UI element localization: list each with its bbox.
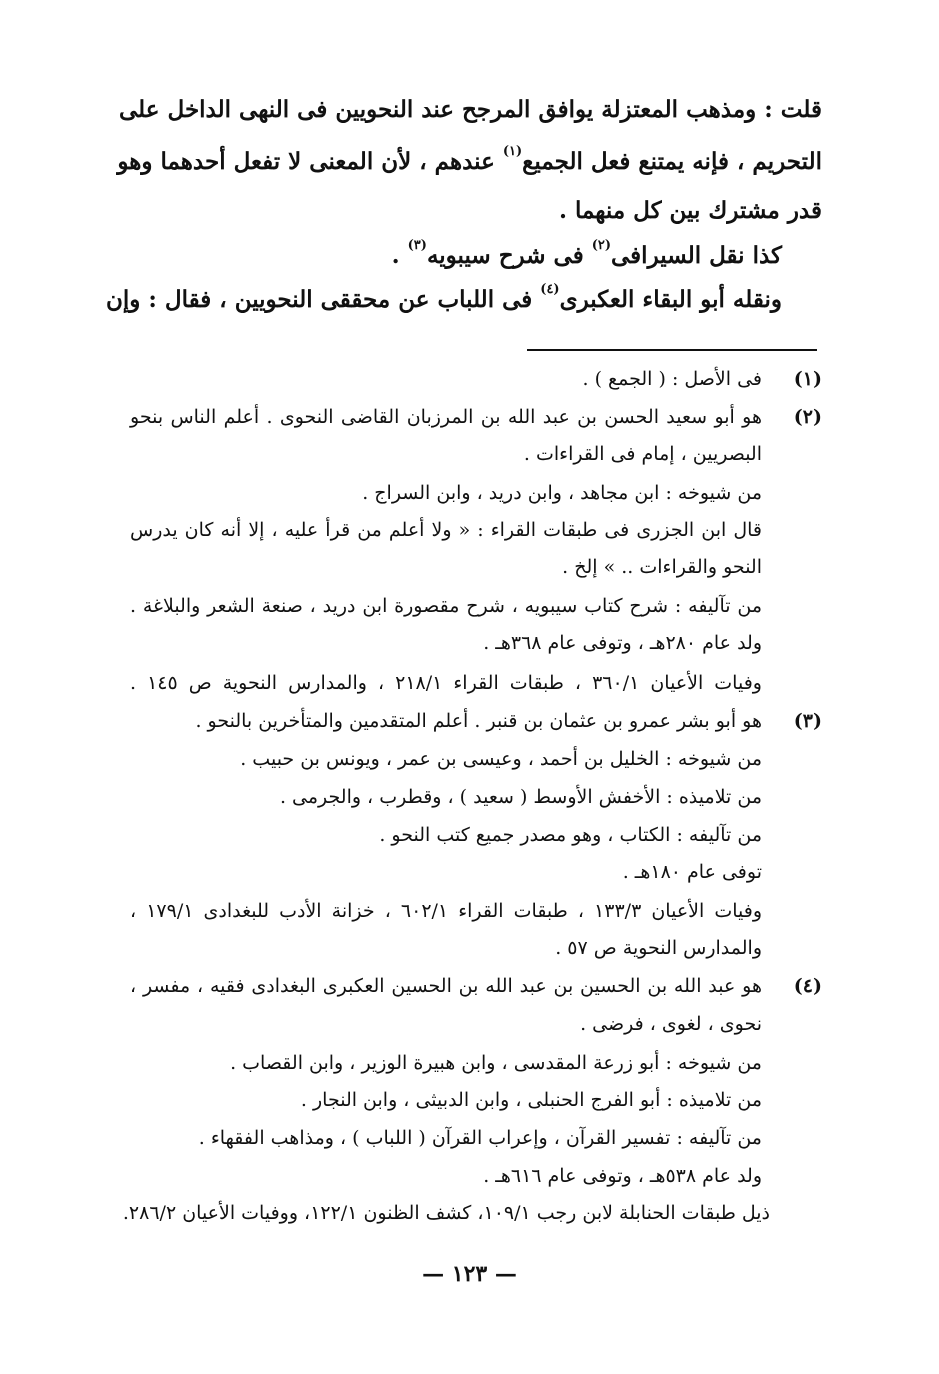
footnote-line: نحوى ، لغوى ، فرضى . [580, 1013, 762, 1035]
body-line-3: قدر مشترك بين كل منهما . [558, 197, 822, 224]
footnote-number: (١) [793, 368, 822, 390]
footnote-line: توفى عام ١٨٠هـ . [622, 861, 762, 883]
footnote-line: ولد عام ٥٣٨هـ ، وتوفى عام ٦١٦هـ . [483, 1165, 762, 1187]
footnote-line: قال ابن الجزرى فى طبقات القراء : « ولا أعلم من قرأ عليه ، إلا أنه كان يدرس [130, 519, 762, 541]
footnote-ref-4[interactable]: (٤) [540, 282, 560, 297]
footnote-line: فى الأصل : ( الجمع ) . [582, 368, 762, 390]
footnote-line: ذيل طبقات الحنابلة لابن رجب ١٠٩/١، كشف الظنون ١٢٢/١، ووفيات الأعيان ٢٨٦/٢. [122, 1202, 770, 1224]
footnote-number: (٤) [793, 975, 822, 997]
footnote-line: البصريين ، إمام فى القراءات . [523, 443, 762, 465]
footnote-line: هو أبو بشر عمرو بن عثمان بن قنبر . أعلم المتقدمين والمتأخرين بالنحو . [195, 710, 762, 732]
footnote-line: هو عبد الله بن الحسين بن عبد الله بن الحسين العكبرى البغدادى فقيه ، مفسر ، [130, 975, 762, 997]
footnote-line: وفيات الأعيان ١٣٣/٣ ، طبقات القراء ٦٠٢/١ ، خزانة الأدب للبغدادى ١٧٩/١ ، [130, 900, 763, 922]
footnote-line: النحو والقراءات .. » إلخ . [562, 556, 762, 578]
footnote-line: هو أبو سعيد الحسن بن عبد الله بن المرزبان القاضى النحوى . أعلم الناس بنحو [130, 406, 762, 428]
body-line-5: ونقله أبو البقاء العكبرى$^{(٤)}$ فى اللباب عن محققى النحويين ، فقال : وإن [106, 282, 782, 313]
footnote-number: (٣) [793, 710, 822, 732]
footnote-number: (٢) [793, 406, 822, 428]
footnote-line: من شيوخه : الخليل بن أحمد ، وعيسى بن عمر ، ويونس بن حبيب . [240, 748, 762, 770]
footnote-ref-1[interactable]: (١) [502, 144, 523, 159]
footnote-line: من تلاميذه : الأخفش الأوسط ( سعيد ) ، وقطرب ، والجرمى . [279, 786, 762, 808]
page-number: — ١٢٣ — [422, 1261, 517, 1287]
footnote-separator [527, 349, 817, 351]
footnote-ref-2[interactable]: (٢) [591, 238, 612, 253]
body-line-2: التحريم ، فإنه يمتنع فعل الجميع$^{(١)}$ عندهم ، لأن المعنى لا تفعل أحدهما وهو [117, 144, 822, 175]
body-line-1: قلت : ومذهب المعتزلة يوافق المرجح عند النحويين فى النهى الداخل على [119, 96, 822, 123]
footnote-line: من تآليفه : شرح كتاب سيبويه ، شرح مقصورة ابن دريد ، صنعة الشعر والبلاغة . [130, 595, 762, 617]
body-line-4: كذا نقل السيرافى$^{(٢)}$ فى شرح سيبويه$^{(٣)}$ . [391, 238, 782, 269]
footnote-line: من شيوخه : ابن مجاهد ، وابن دريد ، وابن السراج . [362, 482, 762, 504]
footnote-line: وفيات الأعيان ٣٦٠/١ ، طبقات القراء ٢١٨/١ ، والمدارس النحوية ص ١٤٥ . [130, 672, 762, 694]
footnote-ref-3[interactable]: (٣) [407, 238, 427, 253]
footnote-line: ولد عام ٢٨٠هـ ، وتوفى عام ٣٦٨هـ . [483, 632, 762, 654]
footnote-line: من تآليفه : الكتاب ، وهو مصدر جميع كتب النحو . [379, 824, 762, 846]
footnote-line: من تلاميذه : أبو الفرج الحنبلى ، وابن الدبيثى ، وابن النجار . [300, 1089, 762, 1111]
footnote-line: من تآليفه : تفسير القرآن ، وإعراب القرآن ( اللباب ) ، ومذاهب الفقهاء . [198, 1127, 762, 1149]
footnote-line: من شيوخه : أبو زرعة المقدسى ، وابن هبيرة الوزير ، وابن القصاب . [230, 1052, 762, 1074]
footnote-line: والمدارس النحوية ص ٥٧ . [555, 937, 762, 959]
